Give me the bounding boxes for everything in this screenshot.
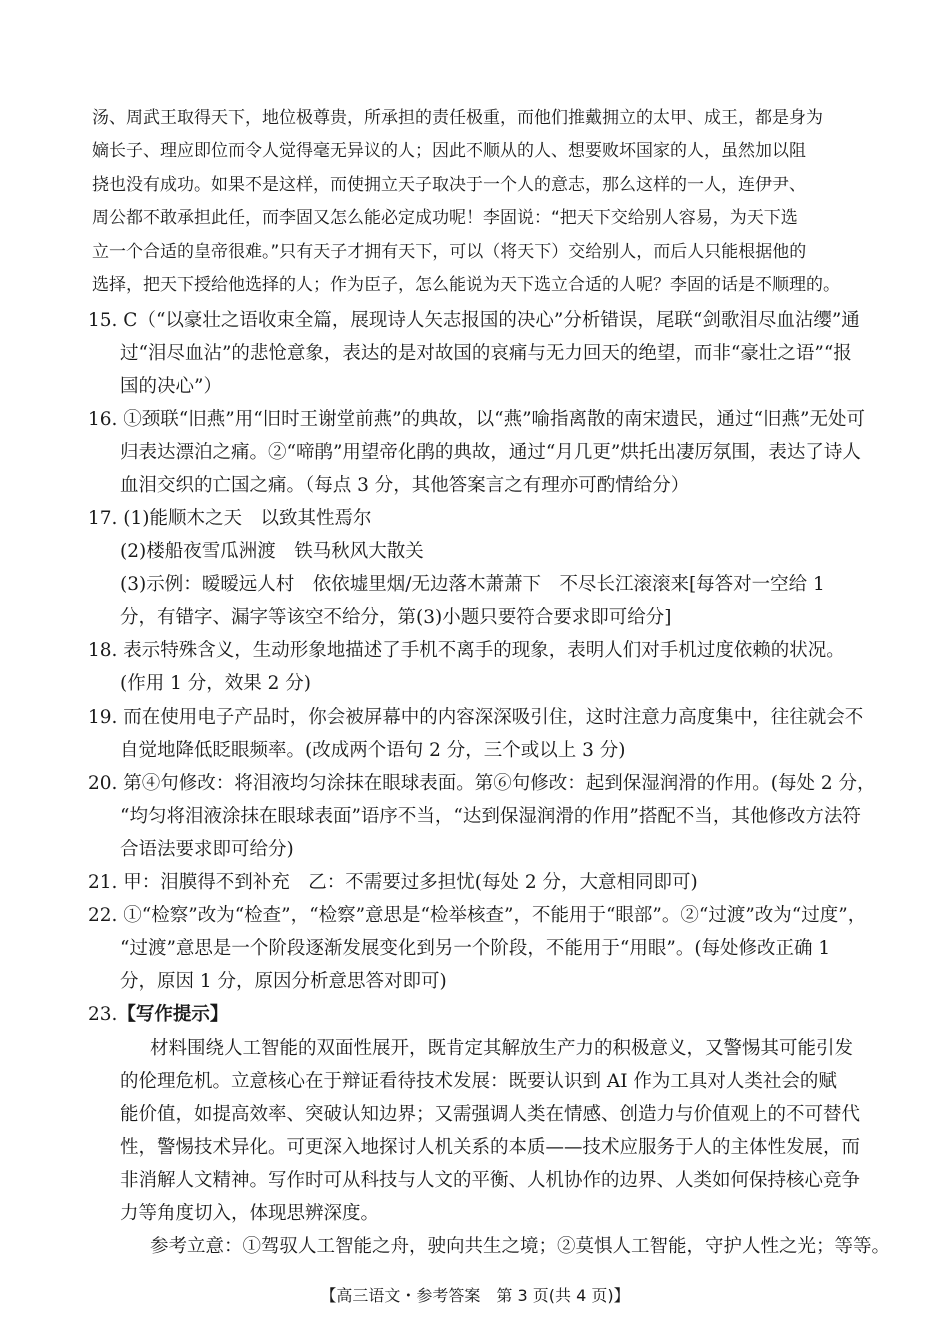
answer-23-header [88, 1000, 888, 1030]
writing-tips-line: 材料围绕人工智能的双面性展开，既肯定其解放生产力的积极意义，又警惕其可能引发 [150, 1038, 854, 1059]
answer-16-line: 16. ①颈联“旧燕”用“旧时王谢堂前燕”的典故，以“燕”喻指离散的南宋遗民，通过“旧燕”无处可 [88, 409, 865, 430]
writing-tips-line: 的伦理危机。立意核心在于辩证看待技术发展：既要认识到 AI 作为工具对人类社会的赋 [120, 1071, 837, 1092]
answer-16-line: 归表达漂泊之痛。②“啼鹃”用望帝化鹃的典故，通过“月几更”烘托出凄厉氛围，表达了诗人 [120, 442, 861, 463]
intro-line: 选择，把天下授给他选择的人；作为臣子，怎么能说为天下选立合适的人呢？李固的话是不顺理的。 [92, 275, 840, 295]
answer-17-line: (2)楼船夜雪瓜洲渡 铁马秋风大散关 [120, 541, 424, 562]
answer-17-line: 17. (1)能顺木之天 以致其性焉尔 [88, 508, 372, 529]
intro-line: 立一个合适的皇帝很难。”只有天子才拥有天下，可以（将天下）交给别人，而后人只能根据他的 [92, 242, 807, 262]
answer-16-line: 血泪交织的亡国之痛。（每点 3 分，其他答案言之有理亦可酌情给分） [120, 475, 690, 496]
answer-17-line: 分，有错字、漏字等该空不给分，第(3)小题只要符合要求即可给分] [120, 607, 672, 628]
answer-15-line: 过“泪尽血沾”的悲怆意象，表达的是对故国的哀痛与无力回天的绝望，而非“豪壮之语”“报 [120, 343, 852, 364]
answer-20-line: 20. 第④句修改：将泪液均匀涂抹在眼球表面。第⑥句修改：起到保湿润滑的作用。(每处 2 分， [88, 773, 876, 794]
answer-22-line: “过渡”意思是一个阶段逐渐发展变化到另一个阶段，不能用于“用眼”。(每处修改正确 1 [120, 938, 831, 959]
answer-22-line: 22. ①“检察”改为“检查”，“检察”意思是“检举核查”，不能用于“眼部”。②“过渡”改为“过度”， [88, 905, 867, 926]
page-footer: 【高三语文・参考答案 第 3 页(共 4 页)】 [320, 1286, 630, 1305]
answer-20-line: “均匀将泪液涂抹在眼球表面”语序不当，“达到保湿润滑的作用”搭配不当，其他修改方法符 [120, 806, 861, 827]
answer-21-line: 21. 甲：泪膜得不到补充 乙：不需要过多担忧(每处 2 分，大意相同即可) [88, 872, 698, 893]
answer-22-line: 分，原因 1 分，原因分析意思答对即可) [120, 971, 447, 992]
answer-17-line: (3)示例：暧暧远人村 依依墟里烟/无边落木萧萧下 不尽长江滚滚来[每答对一空给 1 [120, 574, 825, 595]
answer-19-line: 19. 而在使用电子产品时，你会被屏幕中的内容深深吸引住，这时注意力高度集中，往往就会不 [88, 707, 864, 728]
writing-tips-line: 力等角度切入，体现思辨深度。 [120, 1203, 380, 1224]
answer-20-line: 合语法要求即可给分) [120, 839, 294, 860]
intro-line: 嫡长子、理应即位而令人觉得毫无异议的人；因此不顺从的人、想要败坏国家的人，虽然加以阻 [92, 141, 806, 161]
intro-line: 挠也没有成功。如果不是这样，而使拥立天子取决于一个人的意志，那么这样的一人，连伊尹、 [92, 175, 806, 195]
answer-19-line: 自觉地降低眨眼频率。(改成两个语句 2 分，三个或以上 3 分) [120, 740, 626, 761]
answer-18-line: (作用 1 分，效果 2 分) [120, 673, 311, 694]
intro-line: 汤、周武王取得天下，地位极尊贵，所承担的责任极重，而他们推戴拥立的太甲、成王，都是身为 [92, 108, 823, 128]
writing-tips-heading: 【写作提示】 [117, 1004, 229, 1025]
answer-15-line: 15. C（“以豪壮之语收束全篇，展现诗人矢志报国的决心”分析错误，尾联“剑歌泪尽血沾缨”通 [88, 310, 860, 331]
writing-tips-line: 能价值，如提高效率、突破认知边界；又需强调人类在情感、创造力与价值观上的不可替代 [120, 1104, 861, 1125]
intro-line: 周公都不敢承担此任，而李固又怎么能必定成功呢！李固说：“把天下交给别人容易，为天下选 [92, 208, 798, 228]
writing-tips-line: 非消解人文精神。写作时可从科技与人文的平衡、人机协作的边界、人类如何保持核心竞争 [120, 1170, 861, 1191]
answer-18-line: 18. 表示特殊含义，生动形象地描述了手机不离手的现象，表明人们对手机过度依赖的状况。 [88, 640, 845, 661]
writing-tips-line: 性，警惕技术异化。可更深入地探讨人机关系的本质——技术应服务于人的主体性发展，而 [120, 1137, 861, 1158]
answer-23-number: 23. [88, 1004, 118, 1025]
reference-theme-line: 参考立意：①驾驭人工智能之舟，驶向共生之境；②莫惧人工智能，守护人性之光；等等。 [150, 1236, 891, 1257]
answer-15-line: 国的决心”） [120, 376, 222, 397]
